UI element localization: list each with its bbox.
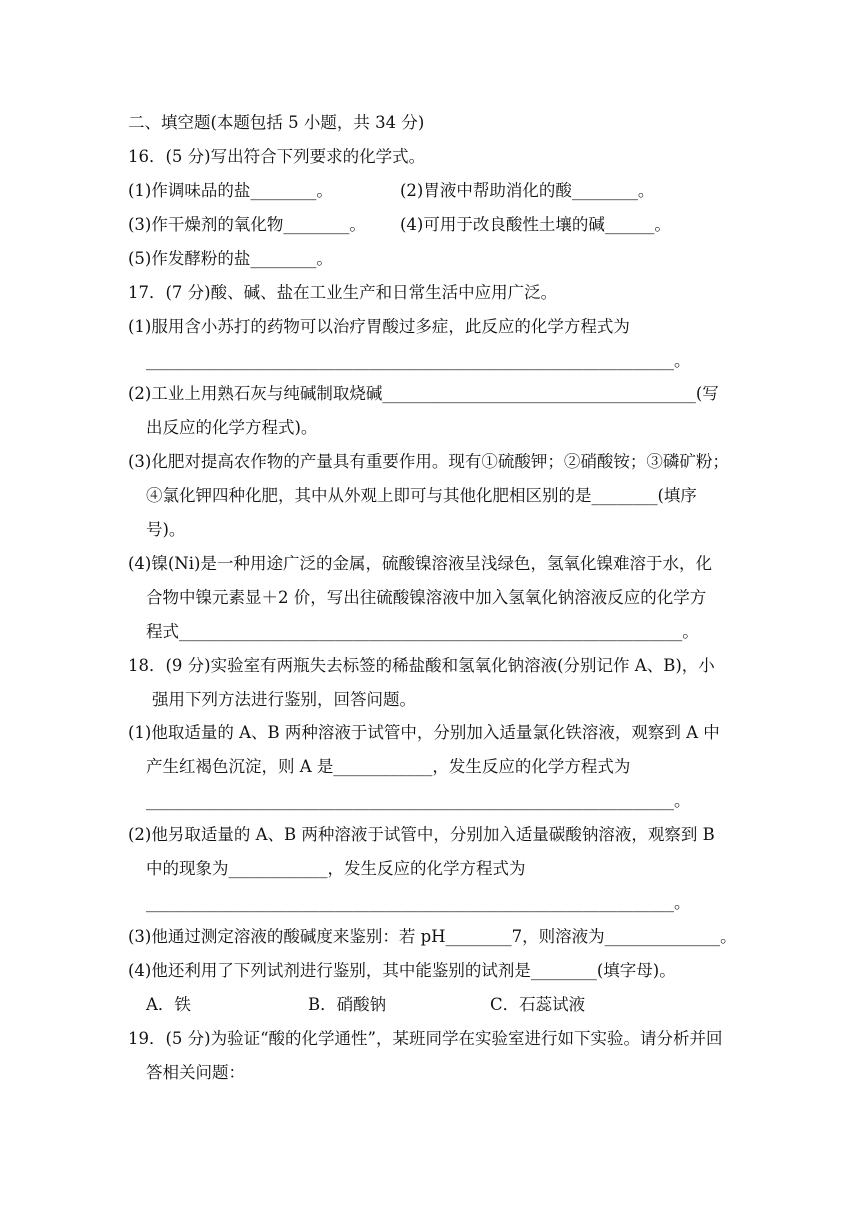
q18-part-3: (3)他通过测定溶液的酸碱度来鉴别：若 pH________7，则溶液为______________。 [128, 927, 737, 946]
q19-stem-line-1: 19．(5 分)为验证“酸的化学通性”，某班同学在实验室进行如下实验。请分析并回 [128, 1029, 723, 1048]
q17-part-2-line-1: (2)工业上用熟石灰与纯碱制取烧碱______________________________________(写 [128, 384, 719, 403]
q18-part-2-line-1: (2)他另取适量的 A、B 两种溶液于试管中，分别加入适量碳酸钠溶液，观察到 B [128, 825, 715, 844]
q16-item-2: (2)胃液中帮助消化的酸________。 [400, 181, 655, 200]
q17-part-3-line-1: (3)化肥对提高农作物的产量具有重要作用。现有①硫酸钾；②硝酸铵；③磷矿粉； [128, 452, 729, 471]
q18-part-2-line-2: 中的现象为____________，发生反应的化学方程式为 [146, 859, 526, 878]
q17-part-4-line-1: (4)镍(Ni)是一种用途广泛的金属，硫酸镍溶液呈浅绿色，氢氧化镍难溶于水，化 [128, 554, 712, 573]
q17-stem: 17．(7 分)酸、碱、盐在工业生产和日常生活中应用广泛。 [128, 283, 558, 302]
q17-part-1-line-1: (1)服用含小苏打的药物可以治疗胃酸过多症，此反应的化学方程式为 [128, 317, 630, 336]
q17-part-4-line-2: 合物中镍元素显＋2 价，写出往硫酸镍溶液中加入氢氧化钠溶液反应的化学方 [146, 588, 707, 607]
q16-stem: 16．(5 分)写出符合下列要求的化学式。 [128, 147, 426, 166]
q16-item-1: (1)作调味品的盐________。 [128, 181, 333, 200]
q18-stem-line-1: 18．(9 分)实验室有两瓶失去标签的稀盐酸和氢氧化钠溶液(分别记作 A、B)，小 [128, 656, 715, 675]
q18-option-c: C．石蕊试液 [490, 995, 586, 1014]
q17-part-4-line-3: 程式_____________________________________________________________。 [146, 622, 699, 641]
q18-option-b: B．硝酸钠 [308, 995, 387, 1014]
q16-item-4: (4)可用于改良酸性土壤的碱______。 [400, 215, 671, 234]
q19-stem-line-2: 答相关问题： [146, 1063, 245, 1082]
q16-item-5: (5)作发酵粉的盐________。 [128, 249, 333, 268]
q18-stem-line-2: 强用下列方法进行鉴别，回答问题。 [152, 690, 416, 709]
q17-part-2-line-2: 出反应的化学方程式)。 [146, 418, 318, 437]
q16-item-3: (3)作干燥剂的氧化物________。 [128, 215, 366, 234]
q18-part-4: (4)他还利用了下列试剂进行鉴别，其中能鉴别的试剂是________(填字母)。 [128, 961, 676, 980]
q18-part-1-line-1: (1)他取适量的 A、B 两种溶液于试管中，分别加入适量氯化铁溶液，观察到 A 中 [128, 723, 720, 742]
q17-part-1-answer-line: ________________________________________________________________。 [146, 351, 691, 370]
q17-part-3-line-2: ④氯化钾四种化肥，其中从外观上即可与其他化肥相区别的是________(填序 [146, 486, 697, 505]
q18-part-1-answer-line: ________________________________________________________________。 [146, 791, 691, 810]
q18-part-2-answer-line: ________________________________________________________________。 [146, 893, 691, 912]
q18-part-1-line-2: 产生红褐色沉淀，则 A 是____________，发生反应的化学方程式为 [146, 757, 631, 776]
q18-option-a: A．铁 [146, 995, 191, 1014]
section-heading: 二、填空题(本题包括 5 小题，共 34 分) [128, 113, 425, 132]
q17-part-3-line-3: 号)。 [146, 520, 186, 539]
